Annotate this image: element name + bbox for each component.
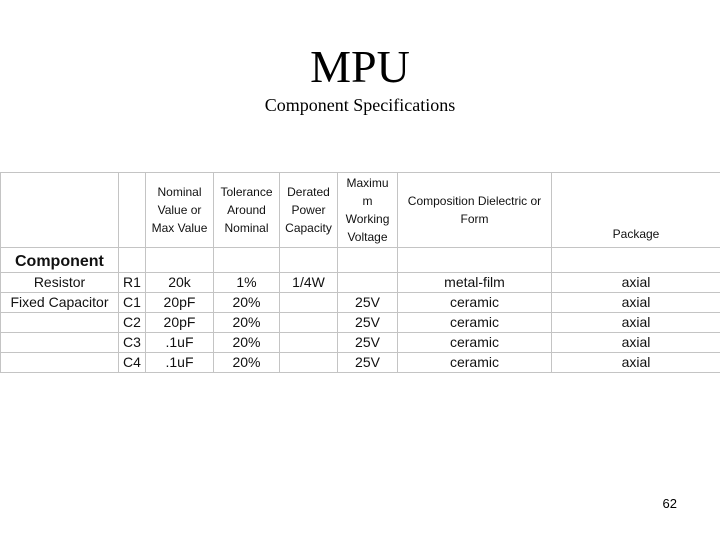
cell-derated <box>280 293 338 313</box>
table-row <box>1 353 720 373</box>
header-derated <box>280 173 338 248</box>
slide-title: MPU <box>310 41 410 92</box>
cell-ref: R1 <box>119 273 146 293</box>
cell-composition: ceramic <box>398 333 552 353</box>
cell-voltage: 25V <box>338 333 398 353</box>
table-row <box>1 313 720 333</box>
cell-name <box>1 353 119 373</box>
header-composition-line: Form <box>460 212 489 226</box>
table-row <box>1 293 720 313</box>
empty-cell <box>119 248 146 273</box>
cell-voltage: 25V <box>338 293 398 313</box>
header-tolerance-line: Tolerance <box>220 185 273 199</box>
header-nominal-line: Value or <box>157 203 202 217</box>
cell-derated <box>280 313 338 333</box>
empty-cell <box>398 248 552 273</box>
table-header-row <box>1 173 720 248</box>
header-derated-line: Derated <box>287 185 330 199</box>
header-max-voltage <box>338 173 398 248</box>
cell-ref: C1 <box>119 293 146 313</box>
header-composition <box>398 173 552 248</box>
cell-package: axial <box>552 333 720 353</box>
header-tolerance-line: Nominal <box>224 221 269 235</box>
cell-composition: ceramic <box>398 313 552 333</box>
cell-derated <box>280 353 338 373</box>
header-max-voltage-line: Voltage <box>347 230 388 244</box>
cell-tolerance: 20% <box>214 293 280 313</box>
empty-cell <box>214 248 280 273</box>
header-nominal-line: Max Value <box>151 221 208 235</box>
header-nominal-line: Nominal <box>157 185 202 199</box>
slide-subtitle: Component Specifications <box>264 95 456 115</box>
header-tolerance-line: Around <box>227 203 266 217</box>
cell-package: axial <box>552 353 720 373</box>
cell-tolerance: 20% <box>214 353 280 373</box>
cell-nominal: 20pF <box>146 293 214 313</box>
cell-ref: C4 <box>119 353 146 373</box>
component-label-row <box>1 248 720 273</box>
header-derated-line: Power <box>291 203 326 217</box>
cell-name: Fixed Capacitor <box>1 293 119 313</box>
table-row <box>1 273 720 293</box>
page-number: 62 <box>662 496 677 511</box>
table-row <box>1 333 720 353</box>
empty-cell <box>146 248 214 273</box>
cell-name <box>1 333 119 353</box>
cell-derated: 1/4W <box>280 273 338 293</box>
header-max-voltage-line: Maximu <box>346 176 389 190</box>
cell-composition: metal-film <box>398 273 552 293</box>
header-tolerance <box>214 173 280 248</box>
cell-package: axial <box>552 273 720 293</box>
cell-composition: ceramic <box>398 353 552 373</box>
empty-cell <box>280 248 338 273</box>
header-ref-blank-cell <box>119 173 146 248</box>
cell-tolerance: 1% <box>214 273 280 293</box>
cell-tolerance: 20% <box>214 333 280 353</box>
empty-cell <box>552 248 720 273</box>
cell-tolerance: 20% <box>214 313 280 333</box>
cell-name <box>1 313 119 333</box>
header-nominal <box>146 173 214 248</box>
header-derated-line: Capacity <box>285 221 332 235</box>
cell-voltage: 25V <box>338 313 398 333</box>
cell-voltage: 25V <box>338 353 398 373</box>
cell-voltage <box>338 273 398 293</box>
header-composition-line: Composition Dielectric or <box>407 194 542 208</box>
cell-package: axial <box>552 313 720 333</box>
header-max-voltage-line: m <box>362 194 373 208</box>
header-max-voltage-line: Working <box>345 212 390 226</box>
component-label: Component <box>1 248 119 273</box>
header-blank-cell <box>1 173 119 248</box>
cell-derated <box>280 333 338 353</box>
cell-nominal: 20k <box>146 273 214 293</box>
cell-package: axial <box>552 293 720 313</box>
cell-ref: C2 <box>119 313 146 333</box>
cell-name: Resistor <box>1 273 119 293</box>
header-package: Package <box>552 173 720 248</box>
component-spec-table <box>0 172 720 373</box>
cell-nominal: .1uF <box>146 353 214 373</box>
cell-composition: ceramic <box>398 293 552 313</box>
empty-cell <box>338 248 398 273</box>
cell-nominal: 20pF <box>146 313 214 333</box>
cell-nominal: .1uF <box>146 333 214 353</box>
cell-ref: C3 <box>119 333 146 353</box>
